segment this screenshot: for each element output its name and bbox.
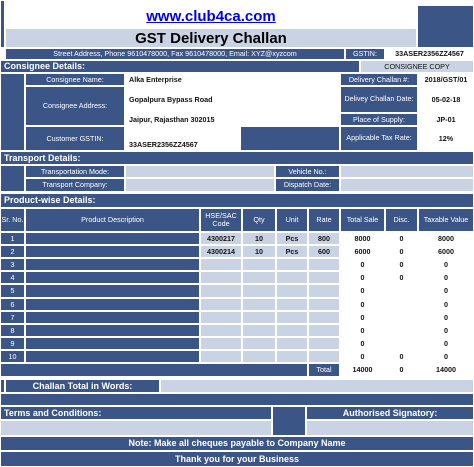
table-cell-qty bbox=[242, 337, 276, 350]
table-cell-total-sale: 0 bbox=[340, 311, 385, 324]
table-cell-total-sale: 0 bbox=[340, 350, 385, 363]
terms-label: Terms and Conditions: bbox=[0, 406, 272, 420]
table-cell-unit bbox=[276, 350, 308, 363]
table-cell-unit bbox=[276, 284, 308, 298]
table-cell-discount: 0 bbox=[385, 271, 418, 284]
table-cell-total-sale: 6000 bbox=[340, 245, 385, 258]
column-header-qty: Qty bbox=[242, 208, 276, 232]
total-taxable-value: 14000 bbox=[418, 363, 474, 377]
footer-spacer-bar bbox=[0, 393, 474, 406]
table-cell-unit bbox=[276, 258, 308, 271]
table-cell-total-sale: 8000 bbox=[340, 232, 385, 245]
table-cell-sr-no: 9 bbox=[0, 337, 25, 350]
table-cell-sr-no: 10 bbox=[0, 350, 25, 363]
transport-left-spacer bbox=[0, 165, 25, 192]
table-cell-rate: 600 bbox=[308, 245, 340, 258]
total-label: Total bbox=[308, 363, 340, 377]
table-cell-rate bbox=[308, 350, 340, 363]
total-in-words-label: Challan Total in Words: bbox=[5, 379, 160, 393]
table-cell-taxable-value: 0 bbox=[418, 258, 474, 271]
table-cell-hsn-code bbox=[200, 298, 242, 311]
table-cell-unit bbox=[276, 271, 308, 284]
consignee-left-spacer bbox=[0, 73, 25, 151]
table-cell-taxable-value: 8000 bbox=[418, 232, 474, 245]
dispatch-date-field bbox=[340, 178, 474, 192]
terms-field bbox=[0, 420, 272, 436]
table-cell-discount: 0 bbox=[385, 350, 418, 363]
table-cell-hsn-code: 4300214 bbox=[200, 245, 242, 258]
table-cell-sr-no: 4 bbox=[0, 271, 25, 284]
table-cell-rate: 800 bbox=[308, 232, 340, 245]
table-cell-total-sale: 0 bbox=[340, 324, 385, 337]
table-cell-discount: 0 bbox=[385, 232, 418, 245]
table-cell-product-description bbox=[25, 284, 200, 298]
column-header-product-description: Product Description bbox=[25, 208, 200, 232]
vehicle-no-label: Vehicle No.: bbox=[275, 165, 340, 178]
consignee-section-title: Consignee Details: bbox=[0, 60, 360, 73]
place-of-supply-label: Place of Supply: bbox=[340, 113, 418, 126]
table-cell-taxable-value: 0 bbox=[418, 298, 474, 311]
payment-note: Note: Make all cheques payable to Company Name bbox=[0, 436, 474, 451]
table-cell-product-description bbox=[25, 271, 200, 284]
table-cell-total-sale: 0 bbox=[340, 284, 385, 298]
vehicle-no-field bbox=[340, 165, 474, 178]
table-cell-unit: Pcs bbox=[276, 232, 308, 245]
consignee-name-value: Alka Enterprise bbox=[125, 73, 340, 86]
total-discount-value: 0 bbox=[385, 363, 418, 377]
header-right-block bbox=[417, 5, 474, 48]
table-cell-discount bbox=[385, 311, 418, 324]
table-cell-sr-no: 8 bbox=[0, 324, 25, 337]
consignee-name-label: Consignee Name: bbox=[25, 73, 125, 86]
transport-mode-label: Transportation Mode: bbox=[25, 165, 125, 178]
table-cell-qty bbox=[242, 258, 276, 271]
gstin-label: GSTIN: bbox=[345, 48, 385, 60]
title-bar bbox=[5, 28, 417, 48]
table-cell-hsn-code bbox=[200, 258, 242, 271]
table-cell-rate bbox=[308, 324, 340, 337]
table-cell-hsn-code bbox=[200, 350, 242, 363]
column-header-discount: Disc. bbox=[385, 208, 418, 232]
table-cell-product-description bbox=[25, 232, 200, 245]
signatory-field bbox=[306, 420, 474, 436]
table-cell-discount: 0 bbox=[385, 245, 418, 258]
table-cell-hsn-code bbox=[200, 284, 242, 298]
table-cell-taxable-value: 0 bbox=[418, 337, 474, 350]
table-cell-unit: Pcs bbox=[276, 245, 308, 258]
table-cell-sr-no: 2 bbox=[0, 245, 25, 258]
table-cell-qty bbox=[242, 324, 276, 337]
place-of-supply-value: JP-01 bbox=[418, 113, 474, 126]
table-cell-qty bbox=[242, 271, 276, 284]
table-cell-hsn-code: 4300217 bbox=[200, 232, 242, 245]
table-cell-rate bbox=[308, 311, 340, 324]
table-cell-total-sale: 0 bbox=[340, 258, 385, 271]
table-cell-discount bbox=[385, 337, 418, 350]
signatory-label: Authorised Signatory: bbox=[306, 406, 474, 420]
table-cell-product-description bbox=[25, 245, 200, 258]
table-cell-product-description bbox=[25, 298, 200, 311]
challan-no-value: 2018/GST/01 bbox=[418, 73, 474, 86]
gstin-spacer bbox=[240, 126, 340, 151]
table-cell-discount bbox=[385, 284, 418, 298]
table-cell-sr-no: 7 bbox=[0, 311, 25, 324]
column-header-sr-no: Sr. No. bbox=[0, 208, 25, 232]
table-cell-taxable-value: 0 bbox=[418, 271, 474, 284]
table-cell-unit bbox=[276, 337, 308, 350]
table-cell-product-description bbox=[25, 324, 200, 337]
terms-divider-block bbox=[272, 406, 306, 436]
page-title: GST Delivery Challan bbox=[135, 29, 287, 47]
table-cell-taxable-value: 0 bbox=[418, 284, 474, 298]
total-row-spacer bbox=[0, 363, 308, 377]
table-cell-taxable-value: 0 bbox=[418, 350, 474, 363]
tax-rate-label: Applicable Tax Rate: bbox=[340, 126, 418, 151]
table-cell-hsn-code bbox=[200, 337, 242, 350]
consignee-address-line1: Gopalpura Bypass Road bbox=[125, 86, 340, 113]
table-cell-sr-no: 6 bbox=[0, 298, 25, 311]
table-cell-unit bbox=[276, 298, 308, 311]
column-header-total-sale: Total Sale bbox=[340, 208, 385, 232]
transport-company-field bbox=[125, 178, 275, 192]
table-cell-product-description bbox=[25, 311, 200, 324]
consignee-address-line2: Jaipur, Rajasthan 302015 bbox=[125, 113, 340, 126]
table-cell-rate bbox=[308, 337, 340, 350]
customer-gstin-value: 33ASER2356ZZ4567 bbox=[125, 126, 240, 151]
thank-you-line: Thank you for your Business bbox=[0, 451, 474, 467]
copy-label: CONSIGNEE COPY bbox=[360, 60, 474, 73]
table-cell-total-sale: 0 bbox=[340, 337, 385, 350]
table-cell-sr-no: 3 bbox=[0, 258, 25, 271]
table-cell-discount: 0 bbox=[385, 258, 418, 271]
table-cell-unit bbox=[276, 324, 308, 337]
product-section-title: Product-wise Details: bbox=[0, 193, 474, 208]
site-link-row bbox=[5, 5, 417, 27]
challan-date-value: 05-02-18 bbox=[418, 86, 474, 113]
gstin-value: 33ASER2356ZZ4567 bbox=[385, 48, 474, 60]
consignee-address-label: Consignee Address: bbox=[25, 86, 125, 126]
table-cell-qty bbox=[242, 350, 276, 363]
column-header-taxable-value: Taxable Value bbox=[418, 208, 474, 232]
dispatch-date-label: Dispatch Date: bbox=[275, 178, 340, 192]
table-cell-product-description bbox=[25, 258, 200, 271]
column-header-unit: Unit bbox=[276, 208, 308, 232]
table-cell-qty: 10 bbox=[242, 245, 276, 258]
table-cell-total-sale: 0 bbox=[340, 298, 385, 311]
table-cell-qty bbox=[242, 298, 276, 311]
table-cell-sr-no: 5 bbox=[0, 284, 25, 298]
table-cell-taxable-value: 0 bbox=[418, 324, 474, 337]
company-address: Street Address, Phone 9610478000, Fax 9610478000, Email: XYZ@xyzcom bbox=[5, 48, 345, 60]
table-cell-hsn-code bbox=[200, 311, 242, 324]
table-cell-qty bbox=[242, 284, 276, 298]
challan-date-label: Delivey Challan Date: bbox=[340, 86, 418, 113]
table-cell-unit bbox=[276, 311, 308, 324]
transport-mode-field bbox=[125, 165, 275, 178]
table-cell-qty: 10 bbox=[242, 232, 276, 245]
table-cell-rate bbox=[308, 284, 340, 298]
column-header-hsn-code: HSE/SAC Code bbox=[200, 208, 242, 232]
table-cell-hsn-code bbox=[200, 271, 242, 284]
table-cell-rate bbox=[308, 298, 340, 311]
table-cell-rate bbox=[308, 258, 340, 271]
table-cell-product-description bbox=[25, 337, 200, 350]
total-in-words-field bbox=[160, 379, 474, 393]
tax-rate-value: 12% bbox=[418, 126, 474, 151]
challan-no-label: Delivery Challan #: bbox=[340, 73, 418, 86]
customer-gstin-label: Customer GSTIN: bbox=[25, 126, 125, 151]
table-cell-discount bbox=[385, 298, 418, 311]
transport-section-title: Transport Details: bbox=[0, 151, 474, 165]
total-sale-value: 14000 bbox=[340, 363, 385, 377]
table-cell-taxable-value: 0 bbox=[418, 311, 474, 324]
site-link[interactable]: www.club4ca.com bbox=[146, 7, 276, 25]
table-cell-hsn-code bbox=[200, 324, 242, 337]
table-cell-total-sale: 0 bbox=[340, 271, 385, 284]
table-cell-discount bbox=[385, 324, 418, 337]
table-cell-sr-no: 1 bbox=[0, 232, 25, 245]
column-header-rate: Rate bbox=[308, 208, 340, 232]
table-cell-rate bbox=[308, 271, 340, 284]
transport-company-label: Transport Company: bbox=[25, 178, 125, 192]
table-cell-taxable-value: 6000 bbox=[418, 245, 474, 258]
table-cell-product-description bbox=[25, 350, 200, 363]
table-cell-qty bbox=[242, 311, 276, 324]
